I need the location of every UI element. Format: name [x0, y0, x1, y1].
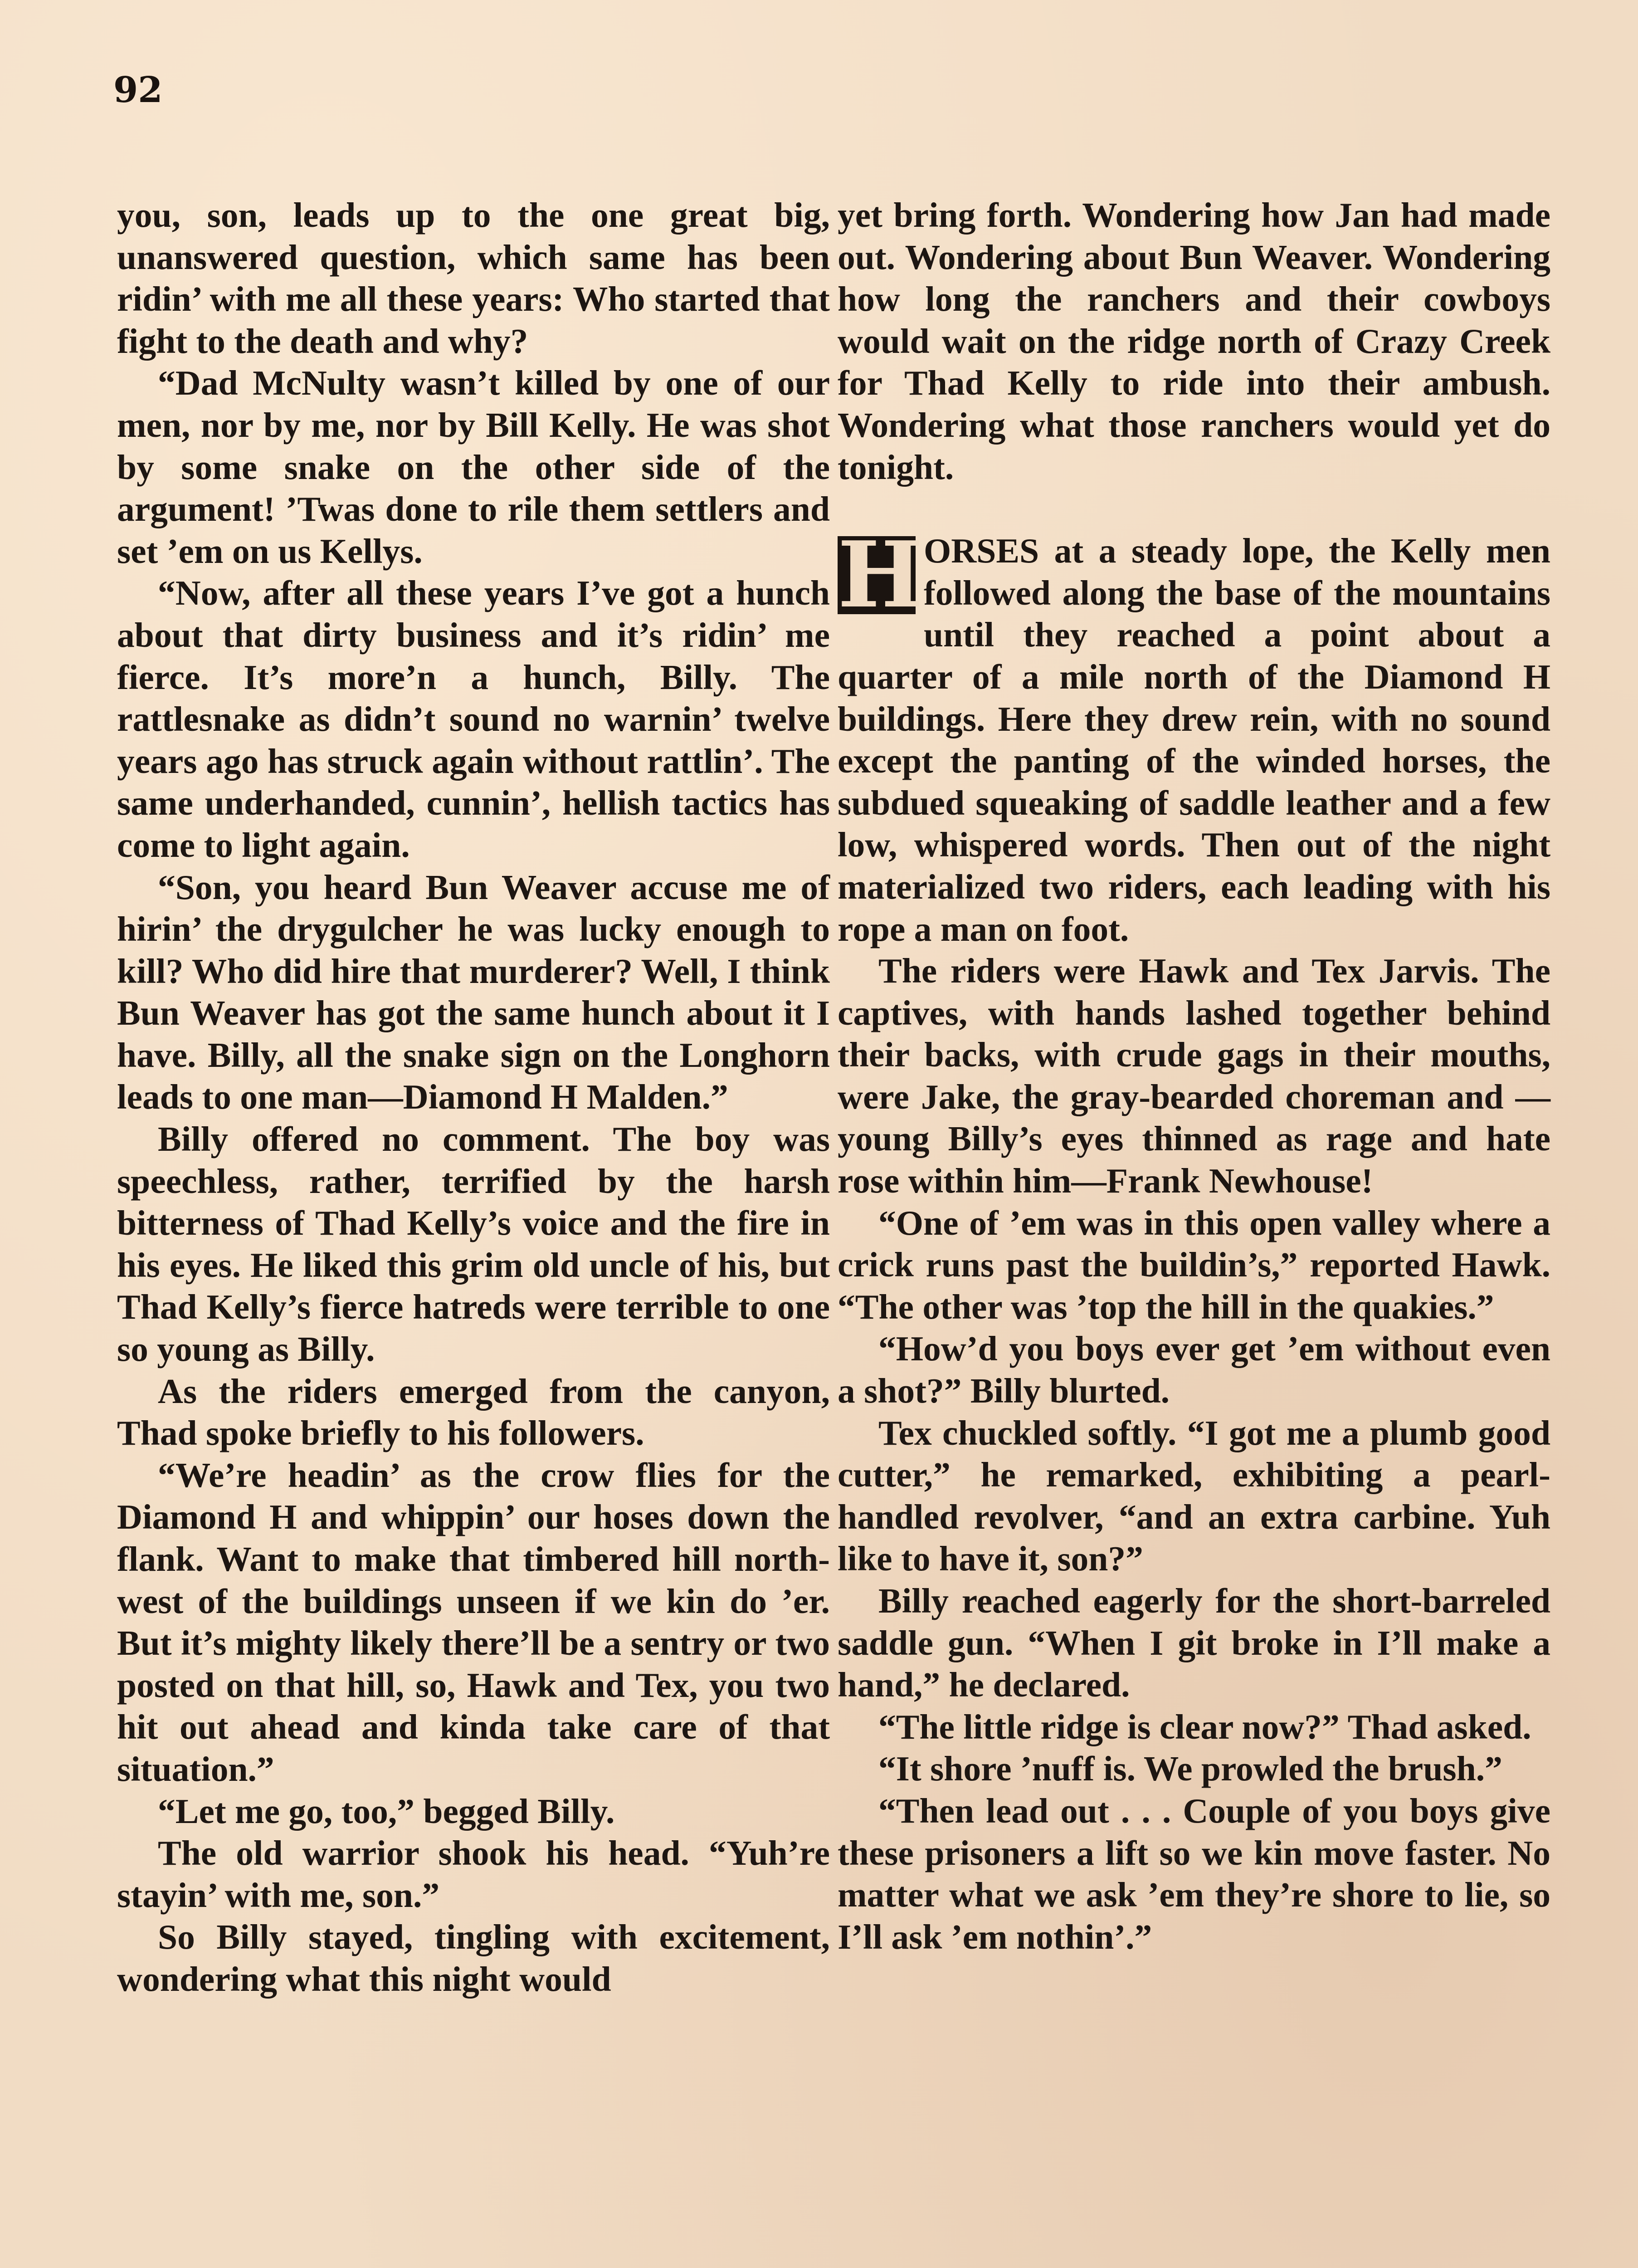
paragraph: “Let me go, too,” begged Billy.: [158, 1791, 615, 1831]
paragraph: “How’d you boys ever get ’em without even a shot?” Billy blurted.: [838, 1329, 1550, 1411]
section-first-text: ORSES at a steady lope, the Kelly men followed along the base of the mountains until they reached a point about a quarter of a mile north of the Diamond H buildings. Here they drew rein, with no sound except the panting of the winded horses, the subdued squeaking of saddle leather and a few low, whispered words. Then out of the night materialized two riders, each leading with his rope a man on foot.: [838, 531, 1550, 948]
paragraph: As the riders emerged from the canyon, Thad spoke briefly to his followers.: [117, 1371, 830, 1453]
paragraph: “Son, you heard Bun Weaver accuse me of hirin’ the drygulcher he was lucky enough to kill? Who did hire that murderer? Well, I think Bun Weaver has got the same hunch about it I have. Billy, all the snake sign on the Longhorn leads to one man—Diamond H Malden.”: [117, 867, 830, 1117]
paragraph: you, son, leads up to the one great big, unanswered question, which same has been ridin’ with me all these years: Who started that fight to the death and why?: [117, 196, 830, 361]
paragraph: yet bring forth. Wondering how Jan had made out. Wondering about Bun Weaver. Wondering how long the ranchers and their cowboys would wait on the ridge north of Crazy Creek for Thad Kelly to ride into their ambush. Wondering what those ranchers would yet do tonight.: [838, 196, 1550, 487]
right-column: [838, 194, 1550, 1958]
paragraph: Billy reached eagerly for the short-barreled saddle gun. “When I git broke in I’ll make a hand,” he declared.: [838, 1581, 1550, 1705]
paragraph: “Dad McNulty wasn’t killed by one of our men, nor by me, nor by Bill Kelly. He was shot by some snake on the other side of the argument! ’Twas done to rile them settlers and set ’em on us Kellys.: [117, 363, 830, 571]
paragraph: “The little ridge is clear now?” Thad asked.: [878, 1707, 1531, 1746]
paragraph: “We’re headin’ as the crow flies for the Diamond H and whippin’ our hoses down the flank. Want to make that timbered hill north-west of the buildings unseen if we kin do ’er. But it’s mighty likely there’ll be a sentry or two posted on that hill, so, Hawk and Tex, you two hit out ahead and kinda take care of that situation.”: [117, 1455, 830, 1789]
section-opening-paragraph: [838, 522, 1550, 950]
paragraph: Tex chuckled softly. “I got me a plumb good cutter,” he remarked, exhibiting a pearl-handled revolver, “and an extra carbine. Yuh like to have it, son?”: [838, 1413, 1550, 1579]
paragraph: “It shore ’nuff is. We prowled the brush.”: [878, 1749, 1502, 1789]
paragraph: So Billy stayed, tingling with excitement, wondering what this night would: [117, 1917, 830, 1999]
page-number: 92: [113, 69, 163, 111]
paragraph: Billy offered no comment. The boy was speechless, rather, terrified by the harsh bitterness of Thad Kelly’s voice and the fire in his eyes. He liked this grim old uncle of his, but Thad Kelly’s fierce hatreds were terrible to one so young as Billy.: [117, 1119, 830, 1369]
paragraph: “Now, after all these years I’ve got a hunch about that dirty business and it’s ridin’ me fierce. It’s more’n a hunch, Billy. The rattlesnake as didn’t sound no warnin’ twelve years ago has struck again without rattlin’. The same underhanded, cunnin’, hellish tactics has come to light again.: [117, 573, 830, 865]
paragraph: “Then lead out . . . Couple of you boys give these prisoners a lift so we kin move faster. No matter what we ask ’em they’re shore to lie, so I’ll ask ’em nothin’.”: [838, 1791, 1550, 1956]
paragraph: “One of ’em was in this open valley where a crick runs past the buildin’s,” reported Hawk. “The other was ’top the hill in the quakies.”: [838, 1203, 1550, 1326]
drop-cap: H: [838, 522, 923, 629]
paragraph: The old warrior shook his head. “Yuh’re stayin’ with me, son.”: [117, 1833, 830, 1915]
left-column: [117, 194, 830, 2000]
paragraph: The riders were Hawk and Tex Jarvis. The captives, with hands lashed together behind their backs, with crude gags in their mouths, were Jake, the gray-bearded choreman and — young Billy’s eyes thinned as rage and hate rose within him—Frank Newhouse!: [838, 951, 1550, 1201]
